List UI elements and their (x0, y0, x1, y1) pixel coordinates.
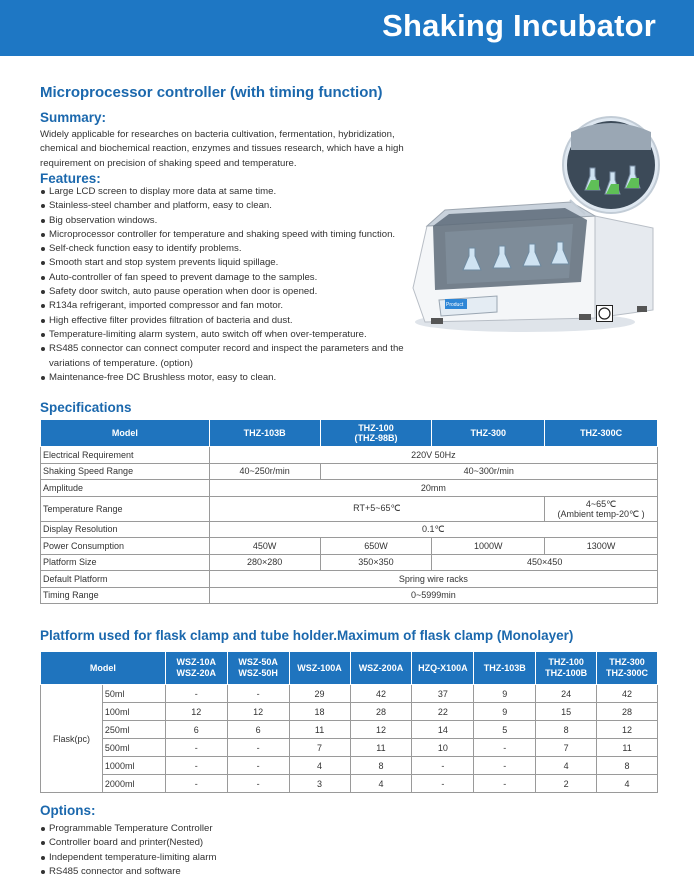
table-row (41, 463, 658, 480)
table-cell: - (474, 775, 536, 793)
table-row (41, 703, 658, 721)
row-label: 1000ml (102, 757, 165, 775)
row-label: Default Platform (41, 571, 210, 588)
table-cell: 20mm (209, 480, 657, 497)
list-item: Microprocessor controller for temperature and shaking speed with timing function. (40, 228, 430, 242)
table-cell: 450W (209, 538, 320, 555)
table-cell: 12 (350, 721, 412, 739)
certification-icon (596, 305, 613, 322)
column-header: THZ-300C (545, 420, 658, 447)
platform-heading: Platform used for flask clamp and tube holder.Maximum of flask clamp (Monolayer) (40, 628, 574, 643)
column-header-line: THZ-100 (548, 657, 584, 667)
table-cell: 8 (350, 757, 412, 775)
table-cell: - (412, 757, 474, 775)
table-cell: - (227, 757, 289, 775)
list-item: Maintenance-free DC Brushless motor, easy to clean. (40, 371, 430, 385)
list-item: RS485 connector and software (40, 865, 216, 879)
table-row (41, 587, 658, 604)
table-cell: 0~5999min (209, 587, 657, 604)
table-row (41, 554, 658, 571)
column-header (227, 652, 289, 685)
table-row (41, 571, 658, 588)
table-cell: 15 (536, 703, 597, 721)
column-header: Model (41, 652, 166, 685)
features-list (40, 185, 430, 385)
column-header: THZ-103B (209, 420, 320, 447)
table-cell: - (165, 739, 227, 757)
column-header-line: THZ-100 (358, 423, 394, 433)
list-item: Auto-controller of fan speed to prevent damage to the samples. (40, 271, 430, 285)
list-item: Safety door switch, auto pause operation when door is opened. (40, 285, 430, 299)
column-header-line: WSZ-10A (176, 657, 217, 667)
column-header (597, 652, 658, 685)
incubator-illustration (405, 110, 665, 340)
table-cell: 2 (536, 775, 597, 793)
table-cell: RT+5~65℃ (209, 496, 544, 521)
table-cell: 18 (289, 703, 350, 721)
main-heading: Microprocessor controller (with timing function) (40, 84, 383, 101)
table-cell: - (165, 757, 227, 775)
table-cell: 42 (597, 685, 658, 703)
column-header-line: THZ-300 (609, 657, 645, 667)
table-cell: - (412, 775, 474, 793)
features-heading: Features: (40, 171, 101, 186)
list-item: Large LCD screen to display more data at same time. (40, 185, 430, 199)
table-cell: 24 (536, 685, 597, 703)
header-banner (0, 0, 694, 56)
column-header-line: THZ-100B (545, 668, 588, 678)
table-cell: 11 (350, 739, 412, 757)
table-cell: 1000W (432, 538, 545, 555)
table-cell: 40~250r/min (209, 463, 320, 480)
table-cell: 7 (289, 739, 350, 757)
table-cell: 4 (350, 775, 412, 793)
list-item: Independent temperature-limiting alarm (40, 851, 216, 865)
column-header: THZ-103B (474, 652, 536, 685)
table-cell: 4 (536, 757, 597, 775)
table-cell: 14 (412, 721, 474, 739)
table-cell: 8 (536, 721, 597, 739)
row-label: Display Resolution (41, 521, 210, 538)
cell-line: (Ambient temp-20℃ ) (557, 508, 645, 519)
list-item: Self-check function easy to identify problems. (40, 242, 430, 256)
platform-table (40, 651, 658, 793)
list-item: Programmable Temperature Controller (40, 822, 216, 836)
table-cell: - (474, 739, 536, 757)
table-cell: 28 (597, 703, 658, 721)
table-cell: 4 (289, 757, 350, 775)
summary-heading: Summary: (40, 110, 107, 125)
cell-line: 4~65℃ (585, 498, 617, 509)
table-cell: 11 (289, 721, 350, 739)
table-row (41, 757, 658, 775)
list-item: Big observation windows. (40, 214, 430, 228)
table-cell: - (165, 775, 227, 793)
table-cell: 40~300r/min (320, 463, 657, 480)
table-cell: 7 (536, 739, 597, 757)
list-item: Controller board and printer(Nested) (40, 836, 216, 850)
column-header-line: WSZ-50H (238, 668, 278, 678)
screen-label: Product (446, 302, 464, 308)
list-item: Temperature-limiting alarm system, auto switch off when over-temperature. (40, 328, 430, 342)
row-label: Electrical Requirement (41, 447, 210, 464)
table-cell: 9 (474, 703, 536, 721)
column-header: WSZ-100A (289, 652, 350, 685)
options-heading: Options: (40, 803, 96, 818)
table-cell: 12 (165, 703, 227, 721)
table-cell: - (227, 739, 289, 757)
table-cell: 5 (474, 721, 536, 739)
row-label: Timing Range (41, 587, 210, 604)
table-header-row (41, 420, 658, 447)
row-label: 500ml (102, 739, 165, 757)
table-cell: 220V 50Hz (209, 447, 657, 464)
table-cell: 10 (412, 739, 474, 757)
column-header-line: WSZ-20A (176, 668, 217, 678)
list-item: RS485 connector can connect computer record and inspect the parameters and the variations of temperature. (option) (40, 342, 430, 371)
table-row (41, 685, 658, 703)
row-label: Power Consumption (41, 538, 210, 555)
list-item: Smooth start and stop system prevents liquid spillage. (40, 256, 430, 270)
table-cell: 4 (597, 775, 658, 793)
table-cell (545, 496, 658, 521)
row-label: Temperature Range (41, 496, 210, 521)
table-cell: 8 (597, 757, 658, 775)
row-label: 100ml (102, 703, 165, 721)
table-row (41, 480, 658, 497)
column-header: Model (41, 420, 210, 447)
table-cell: 42 (350, 685, 412, 703)
table-header-row (41, 652, 658, 685)
page-title: Shaking Incubator (382, 8, 656, 43)
column-header (536, 652, 597, 685)
row-label: Shaking Speed Range (41, 463, 210, 480)
row-label: 2000ml (102, 775, 165, 793)
column-header-line: THZ-300C (606, 668, 649, 678)
table-cell: - (227, 775, 289, 793)
table-cell: 37 (412, 685, 474, 703)
options-list (40, 822, 216, 879)
table-cell: 350×350 (320, 554, 432, 571)
table-row (41, 721, 658, 739)
table-cell: - (165, 685, 227, 703)
row-label: 250ml (102, 721, 165, 739)
column-header (320, 420, 432, 447)
table-cell: 450×450 (432, 554, 658, 571)
table-cell: 12 (227, 703, 289, 721)
table-row (41, 538, 658, 555)
table-cell: 28 (350, 703, 412, 721)
flask-label: Flask(pc) (41, 685, 103, 793)
row-label: Amplitude (41, 480, 210, 497)
table-cell: 9 (474, 685, 536, 703)
table-cell: 650W (320, 538, 432, 555)
summary-text: Widely applicable for researches on bacteria cultivation, fermentation, hybridization, chemical and biochemical reaction, enzymes and tissues research, which have a high requirement on precision of shaking speed and temperature. (40, 129, 404, 169)
row-label: 50ml (102, 685, 165, 703)
column-header-line: WSZ-50A (238, 657, 278, 667)
table-cell: 22 (412, 703, 474, 721)
table-row (41, 521, 658, 538)
list-item: High effective filter provides filtration of bacteria and dust. (40, 314, 430, 328)
table-row (41, 447, 658, 464)
table-cell: 6 (227, 721, 289, 739)
product-image (405, 110, 665, 340)
column-header: WSZ-200A (350, 652, 412, 685)
table-row (41, 496, 658, 521)
row-label: Platform Size (41, 554, 210, 571)
specifications-heading: Specifications (40, 400, 132, 415)
table-cell: 3 (289, 775, 350, 793)
table-cell: 29 (289, 685, 350, 703)
table-cell: 280×280 (209, 554, 320, 571)
table-cell: 0.1℃ (209, 521, 657, 538)
table-cell: 11 (597, 739, 658, 757)
table-row (41, 739, 658, 757)
table-cell: - (227, 685, 289, 703)
table-cell: Spring wire racks (209, 571, 657, 588)
list-item: Stainless-steel chamber and platform, easy to clean. (40, 199, 430, 213)
column-header: HZQ-X100A (412, 652, 474, 685)
table-cell: 1300W (545, 538, 658, 555)
table-cell: 6 (165, 721, 227, 739)
column-header (165, 652, 227, 685)
specifications-table (40, 419, 658, 604)
list-item: R134a refrigerant, imported compressor and fan motor. (40, 299, 430, 313)
table-row (41, 775, 658, 793)
column-header-line: (THZ-98B) (354, 433, 398, 443)
table-cell: - (474, 757, 536, 775)
column-header: THZ-300 (432, 420, 545, 447)
table-cell: 12 (597, 721, 658, 739)
